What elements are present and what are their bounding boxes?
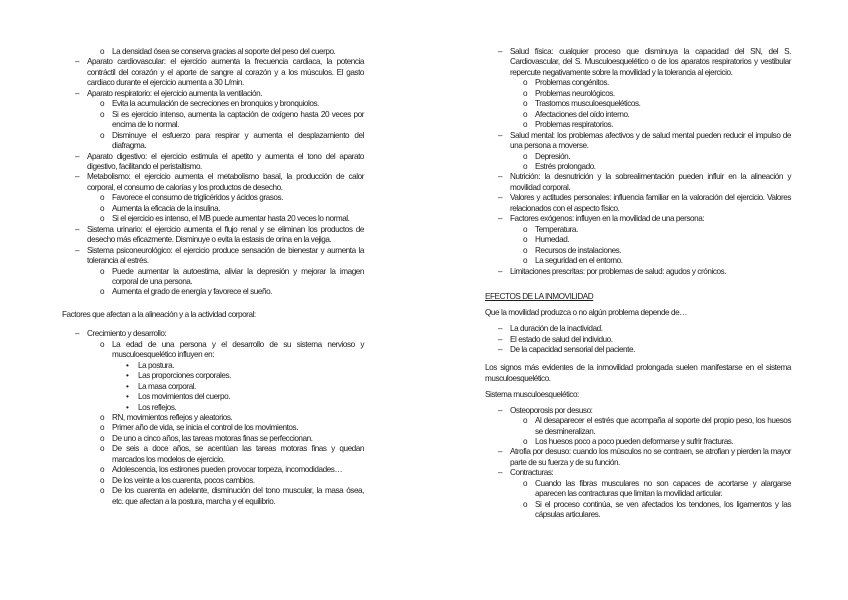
right-column bbox=[485, 47, 791, 521]
influenced-bullet: • La postura. bbox=[62, 361, 364, 371]
growth-stage-point: o RN, movimientos reflejos y aleatorios. bbox=[62, 413, 364, 423]
respiratory-item: – Aparato respiratorio: el ejercicio aumenta la ventilación. bbox=[62, 89, 364, 99]
physical-health-item: – Salud física: cualquier proceso que disminuya la capacidad del SN, del S. Cardiovascular, del S. Musculoesquelético o de los aparatos respiratorios y vestibular repercute negativamente sobre la movilidad y la tolerancia al ejercicio. bbox=[485, 47, 791, 78]
osteoporosis-item: – Osteoporosis por desuso: bbox=[485, 406, 791, 416]
values-item: – Valores y actitudes personales: influencia familiar en la valoración del ejercicio. Valores relacionados con el aspecto físico. bbox=[485, 193, 791, 214]
exogenous-factor-point: o Recursos de instalaciones. bbox=[485, 246, 791, 256]
influenced-bullet: • Los reflejos. bbox=[62, 403, 364, 413]
physical-health-point: o Problemas congénitos. bbox=[485, 78, 791, 88]
growth-stage-point: o Adolescencia, los estirones pueden provocar torpeza, incomodidades… bbox=[62, 465, 364, 475]
respiratory-point: o Evita la acumulación de secreciones en bronquios y bronquiolos. bbox=[62, 99, 364, 109]
growth-item: – Crecimiento y desarrollo: bbox=[62, 329, 364, 339]
exogenous-factor-point: o Humedad. bbox=[485, 235, 791, 245]
psychoneuro-item: – Sistema psiconeurológico: el ejercicio produce sensación de bienestar y aumenta la tolerancia al estrés. bbox=[62, 246, 364, 267]
depends-item: – El estado de salud del individuo. bbox=[485, 335, 791, 345]
growth-influence-point: o La edad de una persona y el desarrollo de su sistema nervioso y musculoesquelético influyen en: bbox=[62, 340, 364, 361]
growth-stage-point: o De uno a cinco años, las tareas motoras finas se perfeccionan. bbox=[62, 434, 364, 444]
respiratory-point: o Si es ejercicio intenso, aumenta la captación de oxígeno hasta 20 veces por encima de lo normal. bbox=[62, 110, 364, 131]
immobility-intro: Que la movilidad produzca o no algún problema depende de… bbox=[485, 308, 687, 318]
exogenous-factor-point: o La seguridad en el entorno. bbox=[485, 256, 791, 266]
cardiovascular-item: – Aparato cardiovascular: el ejercicio aumenta la frecuencia cardiaca, la potencia contráctil del corazón y el aporte de sangre al corazón y a los músculos. El gasto cardiaco durante el ejercicio aumenta a 30 L/min. bbox=[62, 57, 364, 88]
metabolism-item: – Metabolismo: el ejercicio aumenta el metabolismo basal, la producción de calor corporal, el consumo de calorías y los productos de desecho. bbox=[62, 172, 364, 193]
contractures-item: – Contracturas: bbox=[485, 468, 791, 478]
influenced-bullet: • Los movimientos del cuerpo. bbox=[62, 392, 364, 402]
influenced-bullet: • Las proporciones corporales. bbox=[62, 371, 364, 381]
growth-stage-point: o De los cuarenta en adelante, disminución del tono muscular, la masa ósea, etc. que afectan a la postura, marcha y el equilibrio. bbox=[62, 486, 364, 507]
musculoskeletal-heading: Sistema musculoesquelético: bbox=[485, 389, 579, 399]
mental-health-point: o Estrés prolongado. bbox=[485, 162, 791, 172]
influenced-bullet: • La masa corporal. bbox=[62, 382, 364, 392]
mental-health-item: – Salud mental: los problemas afectivos y de salud mental pueden reducir el impulso de una persona a moverse. bbox=[485, 131, 791, 152]
signs-paragraph: Los signos más evidentes de la inmovilidad prolongada suelen manifestarse en el sistema musculoesquelético. bbox=[485, 363, 791, 383]
prescribed-limits-item: – Limitaciones prescritas: por problemas de salud: agudos y crónicos. bbox=[485, 267, 791, 277]
bone-density-point: o La densidad ósea se conserva gracias al soporte del peso del cuerpo. bbox=[62, 47, 364, 57]
nutrition-item: – Nutrición: la desnutrición y la sobrealimentación pueden influir en la alineación y movilidad corporal. bbox=[485, 172, 791, 193]
contractures-point: o Cuando las fibras musculares no son capaces de acortarse y alargarse aparecen las contracturas que limitan la movilidad articular. bbox=[485, 479, 791, 500]
psychoneuro-point: o Puede aumentar la autoestima, aliviar la depresión y mejorar la imagen corporal de una persona. bbox=[62, 267, 364, 288]
depends-item: – De la capacidad sensorial del paciente. bbox=[485, 345, 791, 355]
physical-health-point: o Trastornos musculoesqueléticos. bbox=[485, 99, 791, 109]
immobility-heading: EFECTOS DE LA INMOVILIDAD bbox=[485, 292, 594, 302]
psychoneuro-point: o Aumenta el grado de energía y favorece el sueño. bbox=[62, 287, 364, 297]
urinary-item: – Sistema urinario: el ejercicio aumenta el flujo renal y se eliminan los productos de desecho más eficazmente. Disminuye o evita la estasis de orina en la vejiga. bbox=[62, 225, 364, 246]
mental-health-point: o Depresión. bbox=[485, 152, 791, 162]
growth-stage-point: o Primer año de vida, se inicia el control de los movimientos. bbox=[62, 423, 364, 433]
exogenous-factor-point: o Temperatura. bbox=[485, 225, 791, 235]
depends-item: – La duración de la inactividad. bbox=[485, 324, 791, 334]
physical-health-point: o Problemas respiratorios. bbox=[485, 120, 791, 130]
osteoporosis-point: o Al desaparecer el estrés que acompaña al soporte del propio peso, los huesos se desmineralizan. bbox=[485, 416, 791, 437]
left-column bbox=[62, 47, 364, 507]
contractures-point: o Si el proceso continúa, se ven afectados los tendones, los ligamentos y las cápsulas articulares. bbox=[485, 500, 791, 521]
growth-stage-point: o De seis a doce años, se acentúan las tareas motoras finas y quedan marcados los modelos de ejercicio. bbox=[62, 444, 364, 465]
growth-stage-point: o De los veinte a los cuarenta, pocos cambios. bbox=[62, 476, 364, 486]
physical-health-point: o Problemas neurológicos. bbox=[485, 89, 791, 99]
exogenous-factors-item: – Factores exógenos: influyen en la movilidad de una persona: bbox=[485, 214, 791, 224]
physical-health-point: o Afectaciones del oído interno. bbox=[485, 110, 791, 120]
metabolism-point: o Si el ejercicio es intenso, el MB puede aumentar hasta 20 veces lo normal. bbox=[62, 214, 364, 224]
metabolism-point: o Aumenta la eficacia de la insulina. bbox=[62, 204, 364, 214]
atrophy-item: – Atrofia por desuso: cuando los músculos no se contraen, se atrofian y pierden la mayor parte de su fuerza y de su función. bbox=[485, 447, 791, 468]
metabolism-point: o Favorece el consumo de triglicéridos y ácidos grasos. bbox=[62, 193, 364, 203]
respiratory-point: o Disminuye el esfuerzo para respirar y aumenta el desplazamiento del diafragma. bbox=[62, 131, 364, 152]
digestive-item: – Aparato digestivo: el ejercicio estimula el apetito y aumenta el tono del aparato digestivo, facilitando el peristaltismo. bbox=[62, 152, 364, 173]
factors-heading: Factores que afectan a la alineación y a la actividad corporal: bbox=[62, 310, 256, 320]
osteoporosis-point: o Los huesos poco a poco pueden deformarse y sufrir fracturas. bbox=[485, 437, 791, 447]
